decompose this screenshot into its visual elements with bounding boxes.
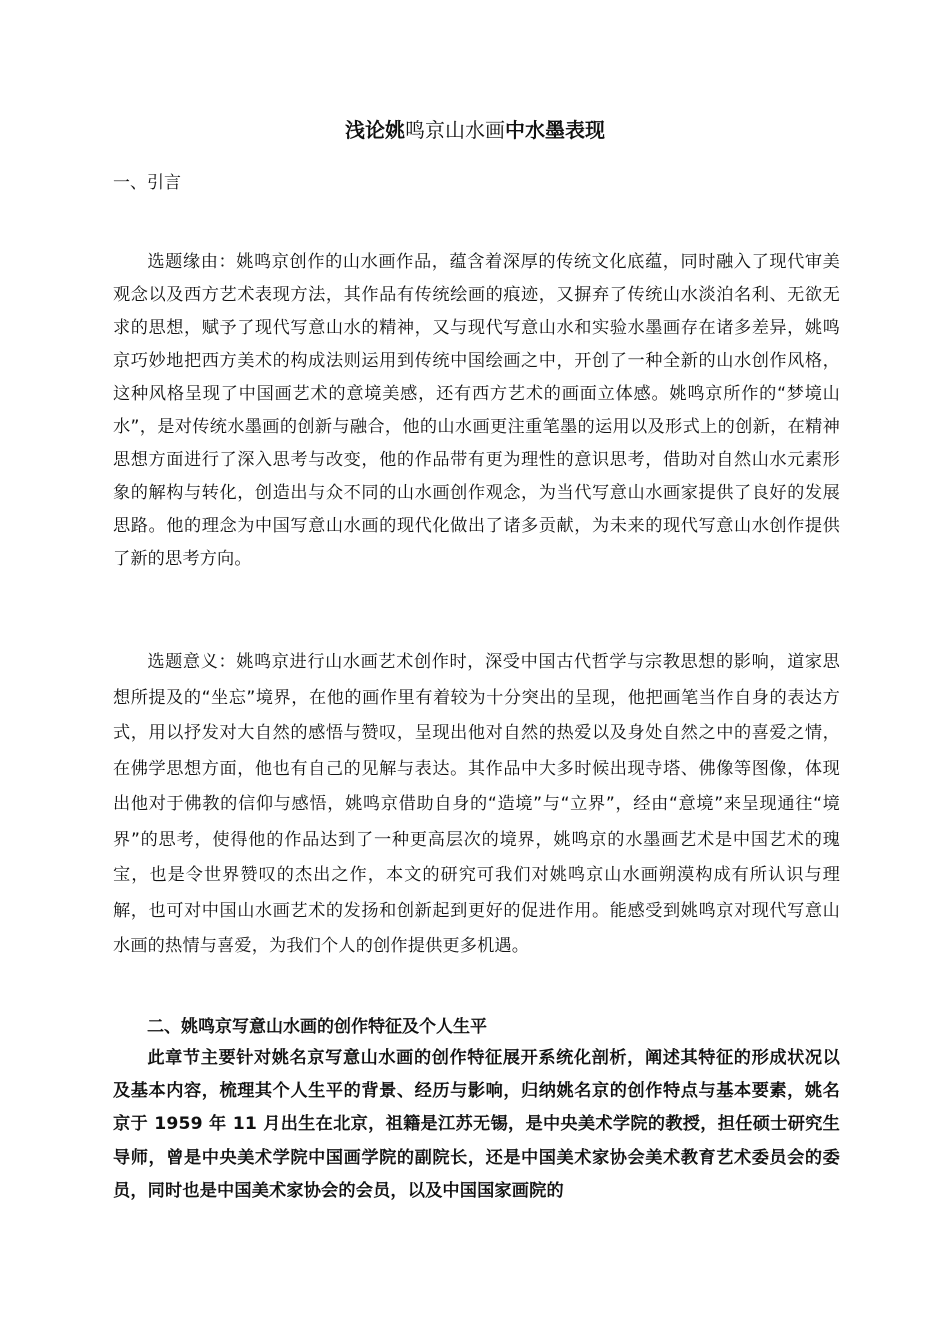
- document-title: [0, 113, 950, 147]
- paragraph-chapter-intro: 此章节主要针对姚名京写意山水画的创作特征展开系统化剖析，阐述其特征的形成状况以及基本内容，梳理其个人生平的背景、经历与影响，归纳姚名京的创作特点与基本要素，姚名京于 1959 年 11 月出生在北京，祖籍是江苏无锡，是中央美术学院的教授，担任硕士研究生导师，曾是中央美术学院中国画学院的副院长，还是中国美术家协会美术教育艺术委员会的委员，同时也是中国美术家协会的会员，以及中国国家画院的: [113, 1048, 840, 1201]
- title-part-3: 中水墨表现: [505, 118, 605, 142]
- paragraph-topic-reason: 选题缘由：姚鸣京创作的山水画作品，蕴含着深厚的传统文化底蕴，同时融入了现代审美观念以及西方艺术表现方法，其作品有传统绘画的痕迹，又摒弃了传统山水淡泊名利、无欲无求的思想，赋予了现代写意山水的精神，又与现代写意山水和实验水墨画存在诸多差异，姚鸣京巧妙地把西方美术的构成法则运用到传统中国绘画之中，开创了一种全新的山水创作风格，这种风格呈现了中国画艺术的意境美感，还有西方艺术的画面立体感。姚鸣京所作的“梦境山水”，是对传统水墨画的创新与融合，他的山水画更注重笔墨的运用以及形式上的创新，在精神思想方面进行了深入思考与改变，他的作品带有更为理性的意识思考，借助对自然山水元素形象的解构与转化，创造出与众不同的山水画创作观念，为当代写意山水画家提供了良好的发展思路。他的理念为中国写意山水画的现代化做出了诸多贡献，为未来的现代写意山水创作提供了新的思考方向。: [113, 252, 840, 569]
- paragraph-topic-significance: 选题意义：姚鸣京进行山水画艺术创作时，深受中国古代哲学与宗教思想的影响，道家思想所提及的“坐忘”境界，在他的画作里有着较为十分突出的呈现，他把画笔当作自身的表达方式，用以抒发对大自然的感悟与赞叹，呈现出他对自然的热爱以及身处自然之中的喜爱之情，在佛学思想方面，他也有自己的见解与表达。其作品中大多时候出现寺塔、佛像等图像，体现出他对于佛教的信仰与感悟，姚鸣京借助自身的“造境”与“立界”，经由“意境”来呈现通往“境界”的思考，使得他的作品达到了一种更高层次的境界，姚鸣京的水墨画艺术是中国艺术的瑰宝，也是令世界赞叹的杰出之作，本文的研究可我们对姚鸣京山水画朔漠构成有所认识与理解，也可对中国山水画艺术的发扬和创新起到更好的促进作用。能感受到姚鸣京对现代写意山水画的热情与喜爱，为我们个人的创作提供更多机遇。: [113, 652, 840, 956]
- section-2-heading: 二、姚鸣京写意山水画的创作特征及个人生平: [147, 1017, 487, 1037]
- title-part-2: 鸣京山水画: [405, 118, 505, 142]
- section-1-heading: 一、引言: [113, 173, 181, 193]
- title-part-1: 浅论姚: [345, 118, 405, 142]
